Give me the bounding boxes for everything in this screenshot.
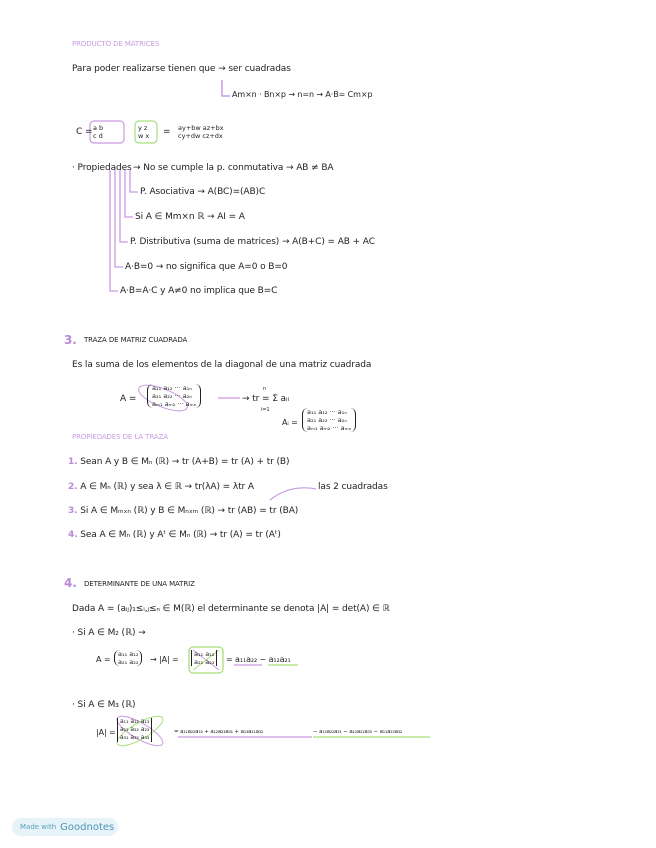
determinante-definition: Dada A = (aᵢⱼ)₁≤ᵢ,ⱼ≤ₙ ∈ M(ℝ) el determinante se denota |A| = det(A) ∈ ℝ bbox=[72, 604, 390, 614]
matrix-row: a₁₁ a₁₂ ··· a₁ₙ bbox=[152, 384, 192, 392]
propiedad-item: A·B=0 → no significa que A=0 o B=0 bbox=[125, 262, 288, 272]
det2-mid: → |A| = bbox=[150, 655, 179, 664]
producto-matrix-a bbox=[93, 124, 103, 140]
matrix-row: a b bbox=[93, 124, 104, 132]
prop-text: A ∈ Mₙ (ℝ) y sea λ ∈ ℝ → tr(λA) = λtr A bbox=[80, 482, 254, 492]
prop-number: 4. bbox=[68, 530, 78, 540]
badge-prefix: Made with bbox=[20, 823, 57, 831]
prop-number: 3. bbox=[68, 506, 78, 516]
traza-prop-4 bbox=[68, 530, 281, 540]
traza-matrix bbox=[147, 384, 201, 408]
matrix-row: aₘ₁ aₘ₂ ··· aₘₙ bbox=[307, 424, 352, 432]
propiedad-item: Si A ∈ Mm×n ℝ → AI = A bbox=[135, 212, 245, 222]
propiedad-item: A·B=A·C y A≠0 no implica que B=C bbox=[120, 286, 278, 296]
producto-line-1: Para poder realizarse tienen que → ser cuadradas bbox=[72, 64, 291, 74]
prop-text: Si A ∈ Mₘₓₙ (ℝ) y B ∈ Mₙₓₘ (ℝ) → tr (AB) = tr (BA) bbox=[80, 506, 299, 516]
propiedad-item: P. Distributiva (suma de matrices) → A(B+C) = AB + AC bbox=[130, 237, 375, 247]
traza-a-label: A = bbox=[120, 394, 137, 404]
propiedad-item: → No se cumple la p. conmutativa → AB ≠ BA bbox=[133, 163, 334, 173]
producto-c-label: C = bbox=[76, 127, 93, 137]
traza-props-title: PROPIEDADES DE LA TRAZA bbox=[72, 433, 168, 441]
matrix-row: a₂₁ a₂₂ bbox=[118, 658, 139, 666]
matrix-row: a₁₁ a₁₂ a₁₃ bbox=[120, 718, 150, 725]
prop-number: 1. bbox=[68, 457, 78, 467]
matrix-row: a₁₁ a₁₂ ··· a₁ₙ bbox=[307, 408, 347, 416]
det2-determinant bbox=[191, 650, 217, 666]
prop-text: Sean A y B ∈ Mₙ (ℝ) → tr (A+B) = tr (A) + tr (B) bbox=[80, 457, 290, 467]
traza-matrix-2 bbox=[302, 408, 356, 432]
matrix-row: a₂₁ a₂₂ ··· a₂ₙ bbox=[152, 392, 192, 400]
det-case-3x3: · Si A ∈ M₃ (ℝ) bbox=[72, 700, 136, 710]
traza-prop-2 bbox=[68, 482, 254, 492]
traza-prop-3 bbox=[68, 506, 298, 516]
det-case-2x2: · Si A ∈ M₂ (ℝ) → bbox=[72, 628, 146, 638]
traza-prop-1 bbox=[68, 457, 289, 467]
matrix-row: a₁₁ a₁₂ bbox=[118, 650, 139, 658]
matrix-row: a₂₁ a₂₂ a₂₃ bbox=[120, 726, 150, 733]
traza-sum-upper: n bbox=[263, 386, 267, 392]
section-title-producto: PRODUCTO DE MATRICES bbox=[72, 40, 160, 48]
traza-formula: → tr = Σ aᵢᵢ bbox=[242, 394, 289, 404]
propiedades-title: · Propiedades bbox=[72, 163, 132, 173]
matrix-row: a₁₁ a₁₂ bbox=[194, 650, 215, 658]
det2-matrix bbox=[114, 650, 142, 666]
matrix-row: c d bbox=[93, 132, 103, 140]
section-title-traza: TRAZA DE MATRIZ CUADRADA bbox=[84, 336, 188, 344]
det2-a-label: A = bbox=[96, 655, 111, 664]
matrix-row: a₂₁ a₂₂ bbox=[194, 658, 215, 666]
traza-definition: Es la suma de los elementos de la diagonal de una matriz cuadrada bbox=[72, 360, 372, 370]
det3-label: |A| = bbox=[96, 728, 116, 737]
matrix-row: a₂₁ a₂₂ ··· a₂ₙ bbox=[307, 416, 347, 424]
goodnotes-badge[interactable] bbox=[12, 818, 118, 836]
matrix-row: w x bbox=[138, 132, 150, 140]
section-title-determinante: DETERMINANTE DE UNA MATRIZ bbox=[84, 580, 195, 588]
producto-line-2: Am×n · Bn×p → n=n → A·B= Cm×p bbox=[232, 90, 373, 99]
producto-result-matrix bbox=[178, 124, 224, 140]
det3-negative-terms: − a₁₃a₂₂a₃₁ − a₁₂a₂₁a₃₃ − a₁₁a₂₃a₃₂ bbox=[313, 729, 403, 735]
badge-brand: Goodnotes bbox=[60, 821, 115, 833]
det2-result: = a₁₁a₂₂ − a₁₂a₂₁ bbox=[226, 655, 291, 664]
section-number-3: 3. bbox=[64, 333, 77, 347]
prop-number: 2. bbox=[68, 482, 78, 492]
det3-positive-terms: = a₁₁a₂₂a₃₃ + a₁₂a₂₃a₃₁ + a₁₃a₂₁a₃₂ bbox=[174, 729, 264, 735]
matrix-row: a₃₁ a₃₂ a₃₃ bbox=[120, 734, 150, 741]
traza-sum-lower: i=1 bbox=[261, 407, 270, 413]
matrix-row: cy+dw cz+dx bbox=[178, 132, 223, 140]
matrix-row: aₘ₁ aₘ₂ ··· aₘₙ bbox=[152, 400, 197, 408]
matrix-row: y z bbox=[138, 124, 148, 132]
traza-note: las 2 cuadradas bbox=[318, 482, 388, 492]
traza-a2-label: Aᵢ = bbox=[282, 418, 298, 427]
propiedad-item: P. Asociativa → A(BC)=(AB)C bbox=[140, 187, 266, 197]
prop-text: Sea A ∈ Mₙ (ℝ) y Aᵗ ∈ Mₙ (ℝ) → tr (A) = tr (Aᵗ) bbox=[80, 530, 281, 540]
matrix-row: ay+bw az+bx bbox=[178, 124, 224, 132]
section-number-4: 4. bbox=[64, 576, 77, 590]
producto-equals: = bbox=[163, 127, 171, 137]
producto-matrix-b bbox=[138, 124, 149, 140]
det3-matrix bbox=[117, 718, 152, 742]
